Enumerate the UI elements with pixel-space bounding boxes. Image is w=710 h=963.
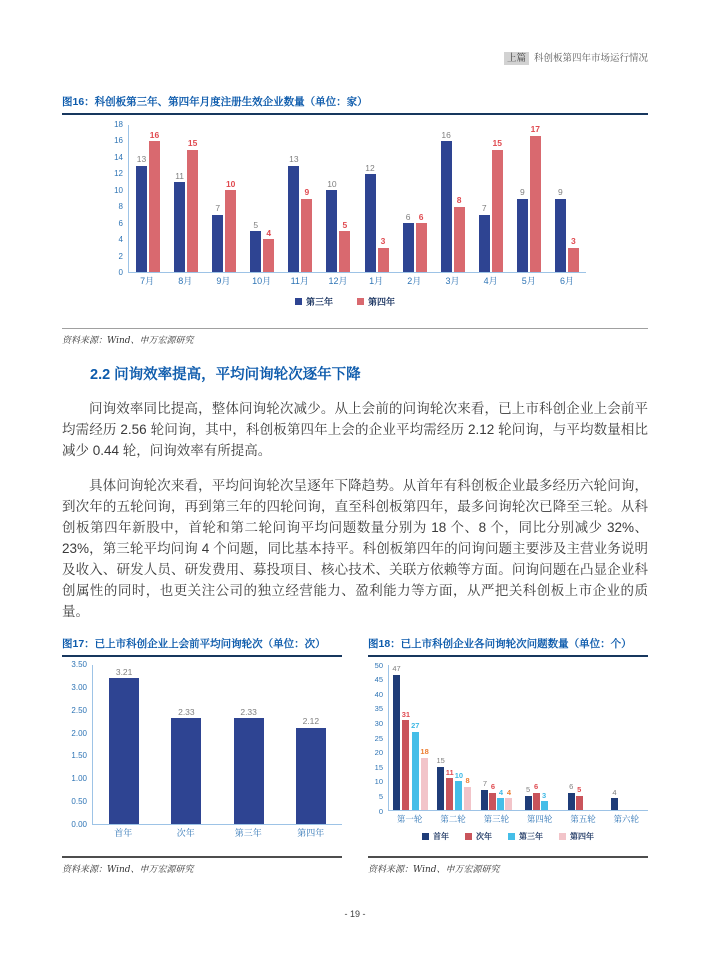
bar-group: [472, 125, 510, 272]
bar-次年: [402, 720, 409, 810]
bar-slot: [225, 125, 236, 272]
bar-slot: [149, 125, 160, 272]
bar-平均问询轮次: [296, 728, 326, 824]
bar-首年: [393, 675, 400, 811]
plot-area: [388, 665, 648, 811]
legend-swatch: [508, 833, 515, 840]
figure18-source: 资料来源：Wind、申万宏源研究: [368, 856, 648, 875]
x-axis-label: 第四轮: [526, 814, 553, 824]
x-axis-label: 9月: [216, 276, 231, 286]
bar-平均问询轮次: [171, 718, 201, 824]
bar-slot: [568, 125, 579, 272]
y-axis-tick: 2.50: [71, 705, 87, 715]
value-label: 3: [571, 236, 576, 246]
y-axis-tick: 20: [374, 747, 383, 757]
bar-group: [319, 125, 357, 272]
plot-column: [92, 665, 342, 838]
value-label: 5: [253, 219, 259, 230]
y-axis-tick: 1.50: [71, 751, 87, 761]
x-axis-label: 首年: [114, 828, 133, 838]
value-label: 7: [481, 203, 487, 214]
x-axis-label: 第四年: [297, 828, 325, 838]
bar-group: [280, 665, 342, 824]
legend-swatch: [465, 833, 472, 840]
bar-第三年: [541, 801, 548, 810]
bar-slot: [263, 125, 274, 272]
value-label: 2.33: [178, 706, 195, 717]
value-label: 27: [411, 721, 420, 731]
legend-label: 第四年: [368, 297, 396, 307]
legend-item: [559, 831, 594, 842]
bar-group: [519, 665, 562, 810]
x-axis-label: 2月: [407, 276, 422, 286]
bar-group: [605, 665, 648, 810]
plot-area: [92, 665, 342, 825]
bar-第四年: [454, 207, 465, 272]
y-axis-tick: 0: [378, 806, 383, 816]
y-axis-tick: 15: [374, 762, 383, 772]
y-axis-tick: 18: [114, 120, 123, 129]
figure17-chart: [62, 660, 342, 838]
bar-group: [357, 125, 395, 272]
value-label: 15: [187, 138, 198, 148]
chart-body: [368, 660, 648, 824]
bar-groups: [129, 125, 586, 272]
value-label: 18: [420, 747, 429, 757]
y-axis-tick: 16: [114, 136, 123, 146]
bar-slot: [533, 665, 540, 810]
bar-group: [562, 665, 605, 810]
bar-slot: [627, 665, 634, 810]
value-label: 47: [392, 664, 401, 673]
bar-slot: [549, 665, 556, 810]
chart-legend: [368, 831, 648, 842]
x-axis-label: 3月: [445, 276, 460, 286]
y-axis-tick: 14: [114, 152, 123, 162]
value-label: 4: [612, 787, 617, 797]
bar-slot: [136, 125, 147, 272]
bar-group: [218, 665, 280, 824]
bar-第四年: [492, 150, 503, 273]
bar-次年: [533, 793, 540, 810]
value-label: 7: [482, 779, 487, 789]
value-label: 3.21: [115, 666, 133, 677]
bar-slot: [171, 665, 201, 824]
x-axis-label: 第三年: [234, 828, 262, 838]
y-axis-tick: 0: [118, 268, 123, 277]
bar-第三年: [441, 141, 452, 272]
x-axis-label: 第一轮: [396, 814, 423, 824]
x-axis-label: 第六轮: [613, 814, 640, 824]
bar-slot: [446, 665, 454, 810]
figure16-chart: [104, 120, 586, 308]
y-axis: [368, 660, 388, 816]
bar-group: [243, 125, 281, 272]
legend-item: [422, 831, 449, 842]
value-label: 10: [225, 178, 236, 189]
value-label: 16: [441, 129, 451, 140]
bar-第三年: [497, 798, 504, 810]
bar-首年: [481, 790, 488, 810]
x-axis-label: 10月: [252, 276, 272, 286]
x-axis: [388, 811, 648, 824]
figure17-source: 资料来源：Wind、申万宏源研究: [62, 856, 342, 875]
bar-group: [432, 665, 475, 810]
bar-slot: [365, 125, 376, 272]
x-axis-label: 7月: [140, 276, 155, 286]
figure16-title: 图16：科创板第三年、第四年月度注册生效企业数量（单位：家）: [62, 94, 648, 115]
y-axis-tick: 2.00: [71, 728, 87, 738]
bar-第三年: [288, 166, 299, 272]
bar-第四年: [225, 190, 236, 272]
paragraph-1: 问询效率同比提高，整体问询轮次减少。从上会前的问询轮次来看，已上市科创企业上会前平均需经历 2.56 轮问询，其中，科创板第四年上会的企业平均需经历 2.12 轮问询，与平均数量相比减少 0.44 轮，问询效率有所提高。: [62, 401, 648, 458]
y-axis-tick: 12: [114, 169, 123, 179]
bar-slot: [288, 125, 299, 272]
bar-groups: [93, 665, 342, 824]
section-heading: 2.2 问询效率提高，平均问询轮次逐年下降: [90, 367, 361, 383]
x-axis-label: 1月: [369, 276, 384, 286]
plot-area: [128, 125, 586, 273]
legend-swatch: [422, 833, 429, 840]
value-label: 31: [401, 709, 411, 719]
value-label: 5: [526, 785, 531, 794]
header-title: 科创板第四年市场运行情况: [533, 53, 648, 64]
bar-第三年: [326, 190, 337, 272]
bar-slot: [296, 665, 326, 824]
value-label: 17: [530, 124, 541, 134]
plot-column: [128, 125, 586, 286]
bar-第四年: [421, 758, 428, 810]
bar-slot: [212, 125, 223, 272]
bar-平均问询轮次: [234, 718, 264, 824]
chart-legend: [104, 295, 586, 308]
value-label: 9: [519, 187, 525, 197]
bar-首年: [568, 793, 575, 810]
legend-label: 第三年: [305, 297, 333, 307]
bar-slot: [497, 665, 504, 810]
value-label: 2.33: [240, 706, 257, 717]
bar-第三年: [365, 174, 376, 272]
y-axis-tick: 8: [118, 202, 123, 212]
value-label: 10: [454, 770, 464, 780]
bar-slot: [489, 665, 496, 810]
value-label: 4: [506, 787, 511, 797]
y-axis-tick: 1.00: [71, 774, 87, 784]
bar-第三年: [412, 732, 419, 810]
chart-body: [62, 660, 342, 838]
bar-第三年: [555, 199, 566, 273]
bar-第四年: [416, 223, 427, 272]
bar-第三年: [136, 166, 147, 272]
bar-slot: [187, 125, 198, 272]
y-axis-tick: 0.50: [71, 797, 87, 807]
bar-第四年: [530, 136, 541, 273]
bar-group: [510, 125, 548, 272]
y-axis-tick: 3.50: [71, 660, 87, 669]
bar-第三年: [455, 781, 462, 810]
figure16-source: 资料来源：Wind、申万宏源研究: [62, 328, 648, 346]
legend-item: [465, 831, 492, 842]
bar-第三年: [479, 215, 490, 272]
bar-第四年: [149, 141, 160, 272]
bar-slot: [619, 665, 626, 810]
x-axis-label: 次年: [176, 828, 195, 838]
bar-第三年: [174, 182, 185, 272]
bar-slot: [492, 125, 503, 272]
legend-label: 次年: [476, 831, 492, 841]
x-axis-label: 12月: [328, 276, 348, 286]
value-label: 10: [327, 178, 337, 189]
bar-group: [281, 125, 319, 272]
y-axis-tick: 35: [374, 704, 383, 714]
bar-第四年: [339, 231, 350, 272]
bar-slot: [436, 665, 444, 810]
bar-第三年: [250, 231, 261, 272]
value-label: 6: [569, 782, 574, 792]
figure18-chart: [368, 660, 648, 842]
figures-row: [62, 636, 648, 875]
bar-平均问询轮次: [109, 678, 139, 824]
bar-第四年: [378, 248, 389, 273]
bar-slot: [392, 665, 400, 810]
bar-slot: [420, 665, 428, 810]
bar-slot: [234, 665, 264, 824]
bar-slot: [525, 665, 532, 810]
bar-slot: [250, 125, 261, 272]
figure18-block: [368, 636, 648, 875]
legend-item: [295, 295, 333, 308]
plot-column: [388, 665, 648, 824]
bar-group: [475, 665, 518, 810]
bar-group: [205, 125, 243, 272]
legend-swatch: [295, 298, 302, 305]
paragraph-2: 具体问询轮次来看，平均问询轮次呈逐年下降趋势。从首年有科创板企业最多经历六轮问询，到次年的五轮问询，再到第三年的四轮问询，直至科创板第四年，最多问询轮次已降至三轮。从科创板第四年新股中，首轮和第二轮问询平均问题数量分别为 18 个、8 个，同比分别减少 32%、23%，第三轮平均问询 4 个问题，同比基本持平。科创板第四年的问询问题主要涉及主营业务说明及收入、研发人员、研发费用、募投项目、核心技术、关联方依赖等方面。问询问题在凸显企业科创属性的同时，也更关注公司的独立经营能力、盈利能力等方面，从严把关科创板上市企业的质量。: [62, 478, 648, 619]
bar-slot: [174, 125, 185, 272]
y-axis-tick: 4: [118, 235, 123, 245]
bar-group: [434, 125, 472, 272]
value-label: 6: [418, 211, 424, 222]
bar-第四年: [187, 150, 198, 273]
x-axis-label: 6月: [559, 276, 574, 286]
bar-第四年: [263, 239, 274, 272]
bar-group: [548, 125, 586, 272]
bar-group: [155, 665, 217, 824]
bar-group: [129, 125, 167, 272]
legend-item: [508, 831, 543, 842]
value-label: 12: [365, 162, 375, 173]
y-axis-tick: 30: [374, 718, 383, 728]
value-label: 8: [456, 195, 462, 206]
bar-slot: [481, 665, 488, 810]
bar-slot: [455, 665, 463, 810]
value-label: 6: [405, 211, 411, 222]
y-axis-tick: 50: [374, 660, 383, 670]
bar-slot: [541, 665, 548, 810]
bar-次年: [489, 793, 496, 810]
x-axis-label: 11月: [290, 276, 309, 286]
bar-slot: [378, 125, 389, 272]
legend-label: 首年: [433, 831, 449, 841]
value-label: 13: [289, 154, 299, 165]
value-label: 2.12: [302, 716, 320, 727]
value-label: 5: [342, 219, 348, 230]
bar-slot: [402, 665, 410, 810]
y-axis-tick: 10: [114, 185, 123, 195]
y-axis-tick: 40: [374, 689, 383, 699]
legend-label: 第三年: [519, 831, 543, 841]
bar-slot: [584, 665, 591, 810]
x-axis-label: 第三轮: [483, 814, 510, 824]
bar-group: [396, 125, 434, 272]
bar-slot: [592, 665, 599, 810]
bar-groups: [389, 665, 648, 810]
bar-首年: [525, 796, 532, 811]
legend-label: 第四年: [570, 831, 594, 841]
bar-group: [167, 125, 205, 272]
y-axis-tick: 0.00: [71, 820, 87, 829]
bar-slot: [441, 125, 452, 272]
value-label: 8: [465, 776, 470, 786]
bar-slot: [576, 665, 583, 810]
value-label: 11: [175, 170, 185, 181]
bar-slot: [454, 125, 465, 272]
bar-slot: [635, 665, 642, 810]
y-axis-tick: 5: [378, 791, 383, 801]
value-label: 15: [436, 756, 445, 765]
y-axis-tick: 25: [374, 733, 383, 743]
bar-slot: [301, 125, 312, 272]
bar-slot: [326, 125, 337, 272]
bar-slot: [339, 125, 350, 272]
bar-slot: [555, 125, 566, 272]
value-label: 4: [498, 787, 503, 797]
value-label: 9: [304, 187, 310, 197]
y-axis: [104, 120, 128, 277]
y-axis-tick: 10: [374, 777, 383, 787]
bar-group: [93, 665, 155, 824]
bar-slot: [411, 665, 419, 810]
x-axis: [128, 273, 586, 286]
bar-slot: [403, 125, 414, 272]
figure17-title: 图17：已上市科创企业上会前平均问询轮次（单位：次）: [62, 636, 342, 657]
header-badge: 上篇: [504, 52, 529, 65]
bar-slot: [416, 125, 427, 272]
value-label: 15: [492, 138, 502, 148]
value-label: 7: [215, 203, 221, 214]
value-label: 5: [577, 785, 582, 794]
value-label: 9: [558, 187, 563, 197]
x-axis: [92, 825, 342, 838]
bar-slot: [517, 125, 528, 272]
bar-次年: [576, 796, 583, 811]
y-axis-tick: 3.00: [71, 682, 87, 692]
bar-第三年: [403, 223, 414, 272]
bar-首年: [437, 767, 444, 811]
bar-第三年: [517, 199, 528, 273]
bar-第四年: [505, 798, 512, 810]
value-label: 16: [149, 129, 160, 140]
value-label: 3: [380, 236, 386, 246]
x-axis-label: 8月: [178, 276, 193, 286]
legend-swatch: [559, 833, 566, 840]
value-label: 6: [490, 782, 495, 792]
bar-slot: [479, 125, 490, 272]
value-label: 3: [542, 790, 547, 800]
bar-第三年: [212, 215, 223, 272]
bar-第四年: [464, 787, 471, 810]
y-axis-tick: 2: [118, 251, 123, 261]
bar-第四年: [568, 248, 579, 273]
bar-slot: [611, 665, 618, 810]
bar-slot: [109, 665, 139, 824]
y-axis-tick: 6: [118, 218, 123, 228]
figure17-block: [62, 636, 342, 875]
chart-body: [104, 120, 586, 286]
bar-首年: [611, 798, 618, 810]
value-label: 11: [445, 767, 454, 777]
legend-swatch: [357, 298, 364, 305]
bar-slot: [464, 665, 471, 810]
bar-slot: [505, 665, 512, 810]
value-label: 13: [136, 154, 147, 165]
bar-第四年: [301, 199, 312, 273]
bar-group: [389, 665, 432, 810]
x-axis-label: 第二轮: [440, 814, 466, 824]
figure18-title: 图18：已上市科创企业各问询轮次问题数量（单位：个）: [368, 636, 648, 657]
bar-slot: [530, 125, 541, 272]
x-axis-label: 第五轮: [570, 814, 596, 824]
value-label: 4: [266, 227, 272, 238]
legend-item: [357, 295, 395, 308]
x-axis-label: 5月: [521, 276, 536, 286]
bar-次年: [446, 778, 453, 810]
x-axis-label: 4月: [483, 276, 498, 286]
y-axis: [62, 660, 92, 829]
bar-slot: [568, 665, 575, 810]
page-header: [62, 50, 648, 64]
value-label: 6: [534, 782, 539, 792]
y-axis-tick: 45: [374, 674, 383, 684]
page-number: - 19 -: [344, 909, 366, 919]
